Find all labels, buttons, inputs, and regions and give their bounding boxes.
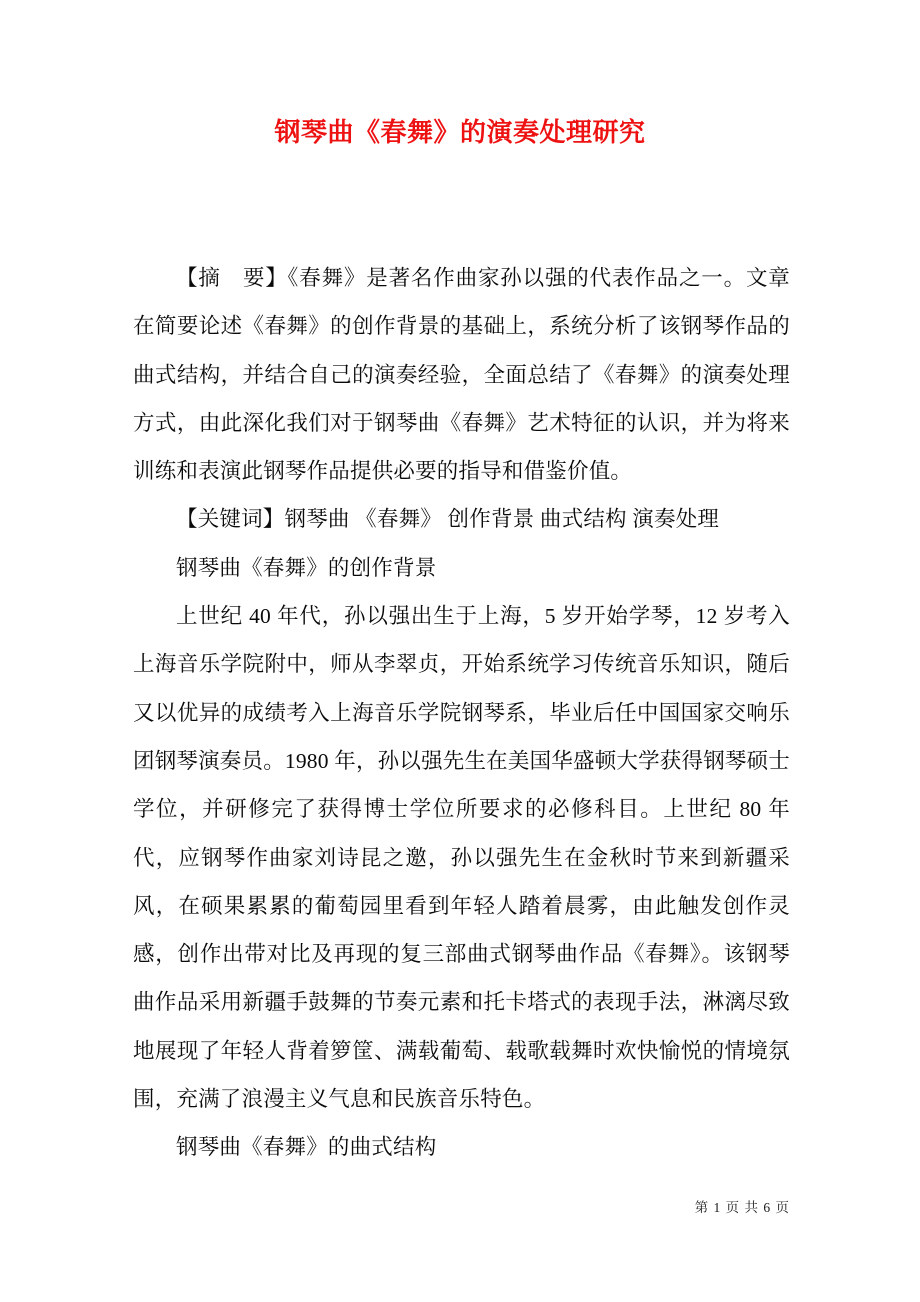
page-footer (695, 1196, 790, 1216)
document-body (133, 254, 790, 1172)
heading-musical-form: 钢琴曲《春舞》的曲式结构 (176, 1135, 437, 1160)
paragraph-keywords: 【关键词】钢琴曲 《春舞》 创作背景 曲式结构 演奏处理 (176, 507, 720, 532)
page-number-label: 第 1 页 共 6 页 (694, 1200, 790, 1215)
paragraph-abstract: 【摘 要】《春舞》是著名作曲家孙以强的代表作品之一。文章在简要论述《春舞》的创作背景的基础上，系统分析了该钢琴作品的曲式结构，并结合自己的演奏经验，全面总结了《春舞》的演奏处理方式，由此深化我们对于钢琴曲《春舞》艺术特征的认识，并为将来训练和表演此钢琴作品提供必要的指导和借鉴价值。 (133, 266, 790, 484)
document-title: 钢琴曲《春舞》的演奏处理研究 (274, 118, 646, 147)
paragraph-creation-background: 上世纪 40 年代，孙以强出生于上海，5 岁开始学琴，12 岁考入上海音乐学院附中，师从李翠贞，开始系统学习传统音乐知识，随后又以优异的成绩考入上海音乐学院钢琴系，毕业后任中国国家交响乐团钢琴演奏员。1980 年，孙以强先生在美国华盛顿大学获得钢琴硕士学位，并研修完了获得博士学位所要求的必修科目。上世纪 80 年代，应钢琴作曲家刘诗昆之邀，孙以强先生在金秋时节来到新疆采风，在硕果累累的葡萄园里看到年轻人踏着晨雾，由此触发创作灵感，创作出带对比及再现的复三部曲式钢琴曲作品《春舞》。该钢琴曲作品采用新疆手鼓舞的节奏元素和托卡塔式的表现手法，淋漓尽致地展现了年轻人背着箩筐、满载葡萄、载歌载舞时欢快愉悦的情境氛围，充满了浪漫主义气息和民族音乐特色。 (133, 604, 790, 1112)
heading-creation-background: 钢琴曲《春舞》的创作背景 (176, 555, 437, 580)
